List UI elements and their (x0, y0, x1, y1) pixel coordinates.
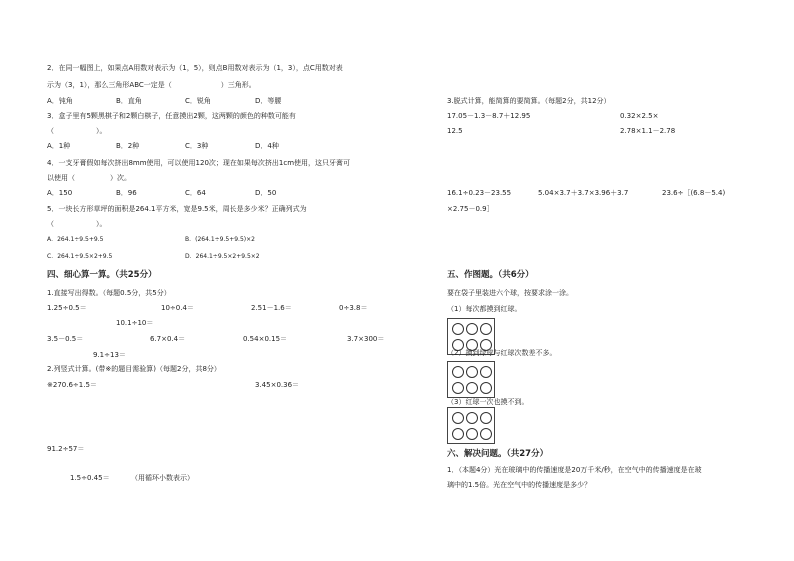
q5-option-a: A．264.1÷9.5+9.5 (47, 236, 104, 243)
ball-circle[interactable] (452, 382, 464, 394)
q5-option-b: B．(264.1÷9.5+9.5)×2 (185, 236, 255, 243)
direct-calc-9: 3.7×300＝ (347, 335, 385, 343)
simplify-calc-1: 17.05－1.3－8.7＋12.95 (447, 112, 531, 120)
s5-item-3: （3）红球一次也摸不到。 (447, 398, 529, 406)
q4-line1: 4．一支牙膏假如每次挤出8mm使用，可以使用120次；现在如果每次挤出1cm使用，这只牙膏可 (47, 159, 351, 167)
s5-item-1: （1）每次都摸到红球。 (447, 305, 522, 313)
q5-line1: 5．一块长方形草坪的面积是264.1平方米，宽是9.5米，周长是多少米？正确列式为 (47, 205, 307, 213)
section6-title: 六、解决问题。（共27分） (447, 449, 549, 459)
q5-line2: （ ）。 (47, 220, 107, 228)
q4-option-b: B．96 (116, 189, 137, 197)
s4-q1-instruction: 1.直接写出得数。（每题0.5分，共5分） (47, 289, 171, 297)
s6-q1-line2: 璃中的1.5倍。光在空气中的传播速度是多少？ (447, 481, 592, 489)
ball-circle[interactable] (466, 412, 478, 424)
q4-option-a: A．150 (47, 189, 73, 197)
vertical-calc-2: 3.45×0.36＝ (255, 381, 300, 389)
ball-circle[interactable] (480, 366, 492, 378)
direct-calc-1: 1.25÷0.5＝ (47, 304, 87, 312)
q5-option-c: C．264.1÷9.5×2+9.5 (47, 253, 113, 260)
q2-line2: 示为（3，1），那么三角形ABC一定是（ ）三角形。 (47, 81, 256, 89)
s5-item-2: （2）摸到绿球与红球次数差不多。 (447, 349, 557, 357)
ball-circle[interactable] (480, 382, 492, 394)
ball-circle[interactable] (480, 428, 492, 440)
vertical-calc-1: ※270.6÷1.5＝ (47, 381, 97, 389)
simplify-calc-6: 23.6÷［(6.8－5.4) (662, 189, 726, 197)
simplify-calc-5: 5.04×3.7＋3.7×3.96＋3.7 (538, 189, 629, 197)
q2-line1: 2．在同一幅图上，如果点A用数对表示为（1，5），则点B用数对表示为（1，3），点C用数对表 (47, 64, 343, 72)
q3-option-d: D．4种 (255, 142, 279, 150)
ball-circle[interactable] (466, 323, 478, 335)
s4-q2-instruction: 2.列竖式计算。(带※的题目需验算)（每题2分，共8分） (47, 365, 221, 373)
ball-circle[interactable] (466, 382, 478, 394)
vertical-calc-4: 1.5÷0.45＝ (70, 474, 110, 482)
q3-option-a: A．1种 (47, 142, 71, 150)
q2-option-d: D．等腰 (255, 97, 282, 105)
section4-title: 四、细心算一算。（共25分） (47, 270, 157, 280)
q3-line2: （ ）。 (47, 127, 107, 135)
direct-calc-2: 10÷0.4＝ (161, 304, 194, 312)
ball-circle[interactable] (452, 412, 464, 424)
simplify-calc-2: 0.32×2.5× (620, 112, 659, 120)
simplify-calc-2-cont: 12.5 (447, 127, 463, 135)
ball-bag-2[interactable] (447, 361, 495, 398)
vertical-calc-3: 91.2÷57＝ (47, 445, 85, 453)
direct-calc-8: 0.54×0.15＝ (243, 335, 288, 343)
ball-circle[interactable] (452, 428, 464, 440)
ball-circle[interactable] (452, 366, 464, 378)
s6-q1-line1: 1．（本题4分）光在玻璃中的传播速度是20万千米/秒，在空气中的传播速度是在玻 (447, 466, 702, 474)
q5-option-d: D．264.1÷9.5×2+9.5×2 (185, 253, 260, 260)
direct-calc-5: 10.1÷10＝ (116, 319, 154, 327)
direct-calc-10: 9.1÷13＝ (93, 351, 126, 359)
q3-option-c: C．3种 (185, 142, 209, 150)
direct-calc-4: 0÷3.8＝ (339, 304, 368, 312)
simplify-calc-4: 16.1÷0.23－23.55 (447, 189, 512, 197)
direct-calc-6: 3.5－0.5＝ (47, 335, 84, 343)
ball-circle[interactable] (452, 323, 464, 335)
direct-calc-3: 2.51－1.6＝ (251, 304, 292, 312)
section5-title: 五、作图题。（共6分） (447, 270, 534, 280)
ball-circle[interactable] (466, 366, 478, 378)
q3-line1: 3．盒子里有5颗黑棋子和2颗白棋子，任意摸出2颗，这两颗的颜色的种数可能有 (47, 112, 296, 120)
q4-option-d: D．50 (255, 189, 277, 197)
q2-option-a: A．钝角 (47, 97, 73, 105)
q4-option-c: C．64 (185, 189, 206, 197)
vertical-calc-4-note: （用循环小数表示） (131, 474, 194, 482)
s5-intro: 要在袋子里装进六个球，按要求涂一涂。 (447, 289, 573, 297)
simplify-calc-6-cont: ×2.75－0.9］ (447, 205, 494, 213)
s4-q3-instruction: 3.脱式计算，能简算的要简算。（每题2分，共12分） (447, 97, 611, 105)
q4-line2: 以使用（ ）次。 (47, 174, 131, 182)
q2-option-c: C．锐角 (185, 97, 211, 105)
simplify-calc-3: 2.78×1.1－2.78 (620, 127, 676, 135)
direct-calc-7: 6.7×0.4＝ (150, 335, 186, 343)
ball-circle[interactable] (480, 323, 492, 335)
ball-bag-3[interactable] (447, 407, 495, 444)
ball-circle[interactable] (466, 428, 478, 440)
q3-option-b: B．2种 (116, 142, 140, 150)
q2-option-b: B．直角 (116, 97, 142, 105)
ball-circle[interactable] (480, 412, 492, 424)
